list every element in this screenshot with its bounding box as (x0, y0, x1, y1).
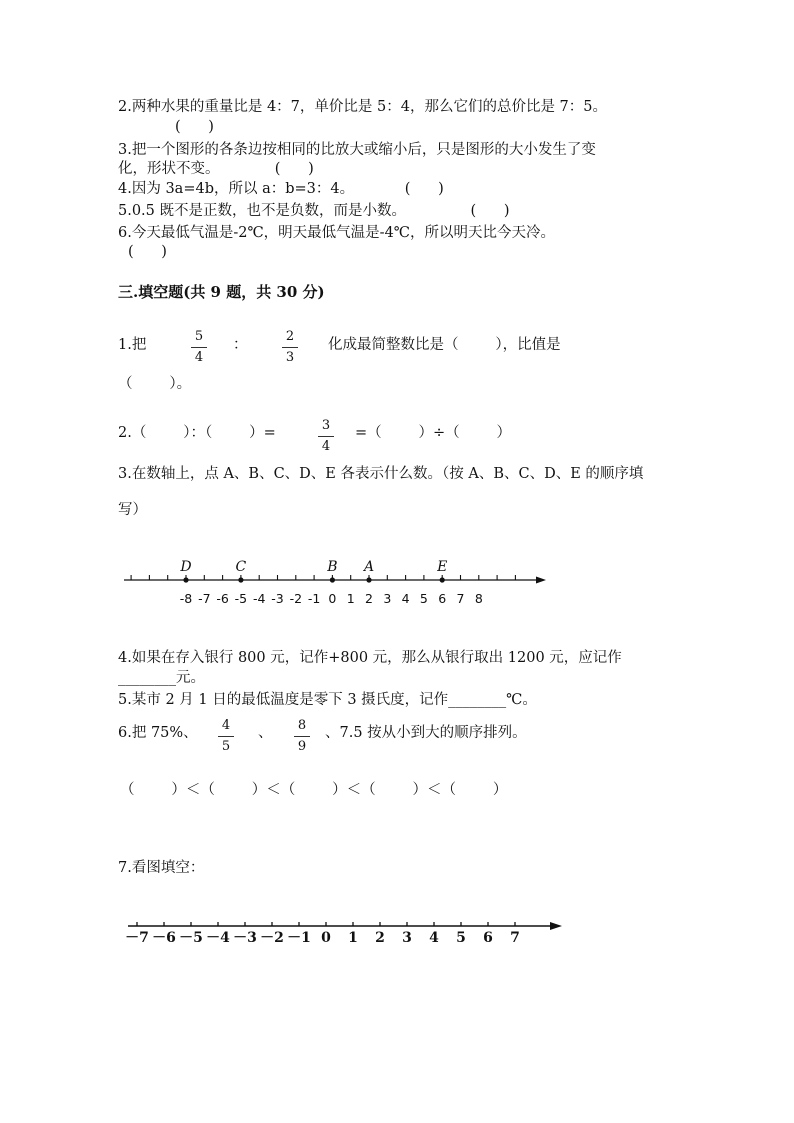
tick-label: 2 (365, 591, 373, 606)
point-dot (440, 577, 445, 582)
fill-q6-suffix: 、7.5 按从小到大的顺序排列。 (325, 725, 527, 741)
fraction-2-3 (280, 329, 300, 366)
section-heading: 三.填空题(共 9 题，共 30 分) (118, 283, 325, 301)
tick-label: 3 (383, 591, 392, 606)
arrow-head (536, 577, 546, 584)
number-line-2 (120, 912, 570, 952)
fill-q7: 7.看图填空： (118, 860, 205, 876)
tick-label: 8 (474, 591, 483, 606)
fraction-numerator: 2 (285, 329, 295, 344)
point-label: A (363, 559, 375, 575)
tick-label: 7 (510, 930, 520, 946)
fraction-denominator: 3 (285, 350, 295, 365)
arrow-head (550, 922, 562, 930)
fill-q6-separator: 、 (258, 725, 273, 741)
tick-label: 0 (328, 591, 337, 606)
tick-label: 0 (321, 930, 331, 946)
tick-label: -3 (271, 591, 284, 606)
tick-label: -5 (234, 591, 248, 606)
fraction-denominator: 4 (321, 439, 331, 454)
fraction-denominator: 4 (194, 350, 204, 365)
judge-q6-line1: 6.今天最低气温是-2℃，明天最低气温是-4℃，所以明天比今天冷。 (118, 225, 556, 241)
tick-label: －4 (206, 930, 230, 946)
judge-q6-answer-blank[interactable]: ( ) (128, 244, 167, 260)
point-label: E (437, 559, 448, 575)
tick-label: 5 (419, 591, 428, 606)
point-dot (183, 577, 188, 582)
fill-q4-blank[interactable]: ________元。 (118, 670, 205, 686)
tick-label: －5 (179, 930, 203, 946)
tick-label: 4 (429, 930, 439, 946)
fraction-bar (294, 736, 310, 737)
fraction-denominator: 5 (221, 739, 231, 754)
fraction-bar (218, 736, 234, 737)
fill-q6-prefix: 6.把 75%、 (118, 725, 198, 741)
fraction-bar (282, 347, 298, 348)
number-line-1 (120, 550, 560, 610)
fraction-numerator: 4 (221, 718, 231, 733)
judge-q4: 4.因为 3a=4b，所以 a：b=3：4。 ( ) (118, 181, 444, 197)
fraction-3-4 (316, 418, 336, 455)
point-dot (366, 577, 371, 582)
judge-q2-line1: 2.两种水果的重量比是 4：7，单价比是 5：4，那么它们的总价比是 7：5。 (118, 99, 608, 115)
tick-label: －3 (233, 930, 257, 946)
tick-label: 4 (401, 591, 410, 606)
fill-q1-colon: ： (233, 337, 248, 353)
tick-label: 1 (346, 591, 355, 606)
tick-label: -4 (252, 591, 266, 606)
tick-label: 6 (438, 591, 447, 606)
fraction-8-9 (292, 718, 312, 755)
tick-label: -1 (307, 591, 321, 606)
fill-q4-line1: 4.如果在存入银行 800 元，记作+800 元，那么从银行取出 1200 元，应记作 (118, 650, 622, 666)
fill-q3-line1: 3.在数轴上，点 A、B、C、D、E 各表示什么数。（按 A、B、C、D、E 的顺序填 (118, 466, 644, 482)
tick-label: -6 (216, 591, 229, 606)
fraction-bar (318, 436, 334, 437)
fraction-numerator: 3 (321, 418, 331, 433)
point-dot (330, 577, 335, 582)
fill-q2-left: 2.（ ）：（ ）= (118, 425, 276, 441)
tick-label: -7 (198, 591, 211, 606)
tick-label: －1 (287, 930, 311, 946)
tick-label: 2 (375, 930, 385, 946)
judge-q3-line1: 3.把一个图形的各条边按相同的比放大或缩小后，只是图形的大小发生了变 (118, 142, 596, 158)
point-label: D (180, 559, 192, 575)
fill-q5: 5.某市 2 月 1 日的最低温度是零下 3 摄氏度，记作________℃。 (118, 692, 537, 708)
fill-q2-right: =（ ）÷（ ） (355, 425, 512, 441)
fill-q6-blanks[interactable]: （ ）＜（ ）＜（ ）＜（ ）＜（ ） (120, 782, 508, 798)
judge-q3-line2: 化，形状不变。 ( ) (118, 161, 314, 177)
tick-label: 5 (456, 930, 466, 946)
point-label: B (327, 559, 338, 575)
judge-q5: 5.0.5 既不是正数，也不是负数，而是小数。 ( ) (118, 203, 510, 219)
tick-label: 6 (483, 930, 493, 946)
fraction-bar (191, 347, 207, 348)
tick-label: 7 (456, 591, 465, 606)
fraction-5-4 (189, 329, 209, 366)
fill-q3-line2: 写） (118, 502, 147, 518)
tick-label: -8 (179, 591, 193, 606)
fraction-numerator: 5 (194, 329, 204, 344)
tick-label: －6 (152, 930, 176, 946)
tick-label: 3 (402, 930, 412, 946)
tick-label: 1 (348, 930, 358, 946)
fraction-denominator: 9 (297, 739, 307, 754)
tick-label: -2 (289, 591, 303, 606)
fill-q1-prefix: 1.把 (118, 337, 147, 353)
fill-q1-suffix: 化成最简整数比是（ ），比值是 (328, 337, 561, 353)
point-dot (238, 577, 243, 582)
fill-q1-blank[interactable]: （ ）。 (118, 376, 192, 392)
point-label: C (235, 559, 247, 575)
tick-label: －7 (125, 930, 149, 946)
fraction-numerator: 8 (297, 718, 307, 733)
fraction-4-5 (216, 718, 236, 755)
tick-label: －2 (260, 930, 284, 946)
judge-q2-answer-blank[interactable]: ( ) (175, 119, 214, 135)
